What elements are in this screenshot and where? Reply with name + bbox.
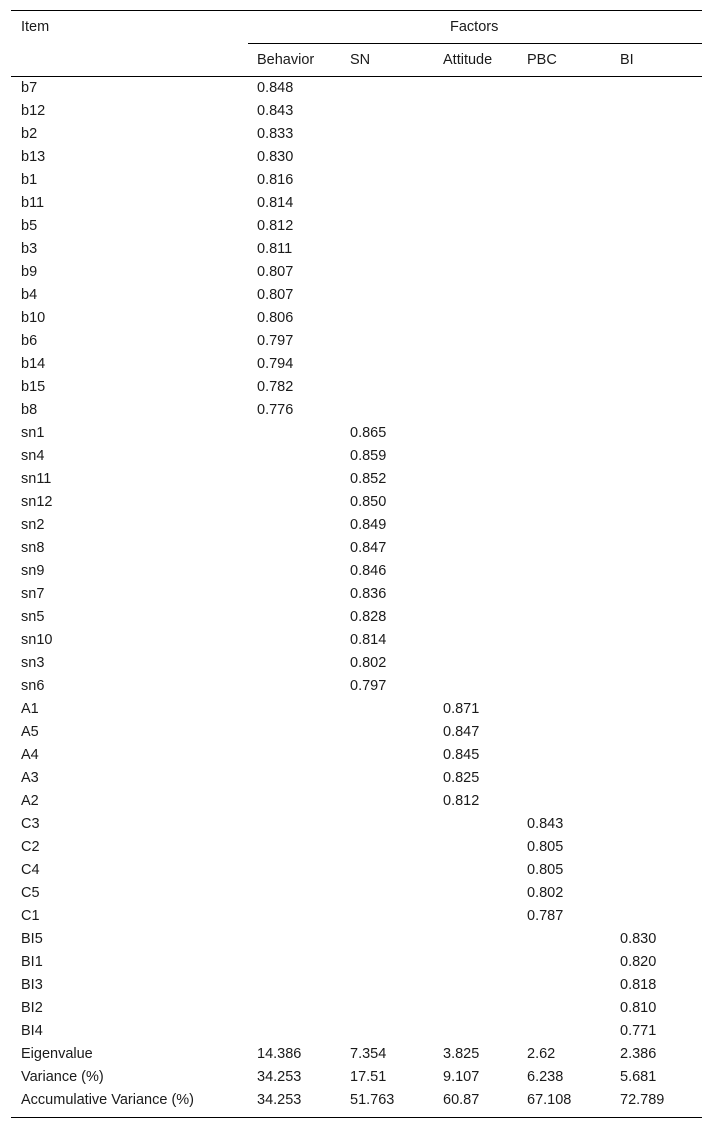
value-cell: 0.802 [350, 655, 387, 671]
value-cell: 67.108 [527, 1092, 572, 1108]
table-row [0, 606, 714, 629]
value-cell: 0.843 [527, 816, 564, 832]
value-cell: 0.871 [443, 701, 480, 717]
item-cell: A4 [21, 747, 39, 763]
value-cell: 0.805 [527, 862, 564, 878]
table-row [0, 928, 714, 951]
table-row [0, 261, 714, 284]
value-cell: 72.789 [620, 1092, 665, 1108]
table-row [0, 698, 714, 721]
item-cell: sn6 [21, 678, 45, 694]
item-cell: sn10 [21, 632, 53, 648]
item-cell: sn5 [21, 609, 45, 625]
item-cell: b2 [21, 126, 38, 142]
column-header-sn: SN [350, 52, 371, 68]
item-cell: b3 [21, 241, 38, 257]
item-cell: sn9 [21, 563, 45, 579]
value-cell: 5.681 [620, 1069, 657, 1085]
item-cell: BI2 [21, 1000, 43, 1016]
item-cell: A5 [21, 724, 39, 740]
table-row [0, 215, 714, 238]
value-cell: 34.253 [257, 1092, 302, 1108]
table-row [0, 307, 714, 330]
table-row [0, 997, 714, 1020]
value-cell: 0.847 [443, 724, 480, 740]
item-cell: sn3 [21, 655, 45, 671]
table-row [0, 951, 714, 974]
item-cell: sn7 [21, 586, 45, 602]
item-cell: C5 [21, 885, 40, 901]
table-row [0, 445, 714, 468]
item-cell: b11 [21, 195, 45, 211]
item-cell: sn4 [21, 448, 45, 464]
value-cell: 0.859 [350, 448, 387, 464]
table-row [0, 836, 714, 859]
table-row [0, 353, 714, 376]
value-cell: 6.238 [527, 1069, 564, 1085]
item-cell: b1 [21, 172, 38, 188]
table-row [0, 583, 714, 606]
value-cell: 0.848 [257, 80, 294, 96]
value-cell: 0.847 [350, 540, 387, 556]
item-header: Item [21, 19, 50, 35]
table-row [0, 652, 714, 675]
value-cell: 0.782 [257, 379, 294, 395]
factors-header: Factors [450, 19, 499, 35]
value-cell: 0.797 [257, 333, 294, 349]
item-cell: b10 [21, 310, 46, 326]
value-cell: 14.386 [257, 1046, 302, 1062]
column-header-behavior: Behavior [257, 52, 315, 68]
item-cell: C4 [21, 862, 40, 878]
table-row [0, 146, 714, 169]
table-row [0, 468, 714, 491]
value-cell: 0.816 [257, 172, 294, 188]
item-cell: sn12 [21, 494, 53, 510]
table-row [0, 813, 714, 836]
table-row [0, 238, 714, 261]
value-cell: 0.830 [257, 149, 294, 165]
value-cell: 0.797 [350, 678, 387, 694]
value-cell: 34.253 [257, 1069, 302, 1085]
item-cell: b7 [21, 80, 38, 96]
table-row [0, 675, 714, 698]
table-row [0, 422, 714, 445]
item-cell: A3 [21, 770, 39, 786]
table-row [0, 629, 714, 652]
item-cell: b13 [21, 149, 46, 165]
table-row [0, 514, 714, 537]
value-cell: 0.820 [620, 954, 657, 970]
value-cell: 0.818 [620, 977, 657, 993]
value-cell: 60.87 [443, 1092, 480, 1108]
item-cell: b6 [21, 333, 38, 349]
value-cell: 0.794 [257, 356, 294, 372]
table-row [0, 1066, 714, 1089]
value-cell: 0.845 [443, 747, 480, 763]
value-cell: 51.763 [350, 1092, 395, 1108]
item-cell: b5 [21, 218, 38, 234]
value-cell: 0.805 [527, 839, 564, 855]
value-cell: 2.62 [527, 1046, 556, 1062]
item-cell: b14 [21, 356, 46, 372]
item-cell: sn8 [21, 540, 45, 556]
column-header-attitude: Attitude [443, 52, 493, 68]
item-cell: BI4 [21, 1023, 43, 1039]
value-cell: 0.843 [257, 103, 294, 119]
value-cell: 0.814 [350, 632, 387, 648]
table-row [0, 767, 714, 790]
item-cell: Eigenvalue [21, 1046, 93, 1062]
value-cell: 0.828 [350, 609, 387, 625]
item-cell: Accumulative Variance (%) [21, 1092, 194, 1108]
value-cell: 0.852 [350, 471, 387, 487]
table-row [0, 905, 714, 928]
table-row [0, 974, 714, 997]
value-cell: 0.787 [527, 908, 564, 924]
item-cell: C2 [21, 839, 40, 855]
table-row [0, 537, 714, 560]
table-row [0, 169, 714, 192]
value-cell: 0.776 [257, 402, 294, 418]
item-cell: sn2 [21, 517, 45, 533]
value-cell: 0.807 [257, 264, 294, 280]
value-cell: 0.802 [527, 885, 564, 901]
table-row [0, 100, 714, 123]
value-cell: 2.386 [620, 1046, 657, 1062]
item-cell: sn11 [21, 471, 52, 487]
table-row [0, 882, 714, 905]
table-row [0, 123, 714, 146]
item-cell: BI5 [21, 931, 43, 947]
value-cell: 0.806 [257, 310, 294, 326]
item-cell: C1 [21, 908, 40, 924]
column-header-pbc: PBC [527, 52, 557, 68]
item-cell: BI3 [21, 977, 43, 993]
table-row [0, 1089, 714, 1112]
table-row [0, 192, 714, 215]
table-row [0, 560, 714, 583]
item-cell: A1 [21, 701, 39, 717]
value-cell: 0.825 [443, 770, 480, 786]
column-header-bi: BI [620, 52, 634, 68]
item-cell: sn1 [21, 425, 45, 441]
value-cell: 7.354 [350, 1046, 387, 1062]
value-cell: 3.825 [443, 1046, 480, 1062]
item-cell: C3 [21, 816, 40, 832]
table-row [0, 859, 714, 882]
table-row [0, 491, 714, 514]
value-cell: 0.836 [350, 586, 387, 602]
value-cell: 0.771 [620, 1023, 657, 1039]
table-row [0, 77, 714, 100]
value-cell: 0.833 [257, 126, 294, 142]
table-row [0, 284, 714, 307]
item-cell: b12 [21, 103, 46, 119]
value-cell: 9.107 [443, 1069, 480, 1085]
item-cell: b8 [21, 402, 38, 418]
table-row [0, 1043, 714, 1066]
table-row [0, 376, 714, 399]
value-cell: 0.865 [350, 425, 387, 441]
value-cell: 0.814 [257, 195, 294, 211]
value-cell: 0.850 [350, 494, 387, 510]
value-cell: 0.812 [443, 793, 480, 809]
value-cell: 0.830 [620, 931, 657, 947]
value-cell: 17.51 [350, 1069, 387, 1085]
item-cell: BI1 [21, 954, 43, 970]
table-row [0, 1020, 714, 1043]
table-row [0, 721, 714, 744]
item-cell: Variance (%) [21, 1069, 104, 1085]
value-cell: 0.849 [350, 517, 387, 533]
value-cell: 0.846 [350, 563, 387, 579]
table-row [0, 330, 714, 353]
value-cell: 0.810 [620, 1000, 657, 1016]
table-row [0, 790, 714, 813]
table-row [0, 399, 714, 422]
value-cell: 0.812 [257, 218, 294, 234]
factors-rule [248, 43, 702, 44]
value-cell: 0.811 [257, 241, 293, 257]
value-cell: 0.807 [257, 287, 294, 303]
item-cell: b9 [21, 264, 38, 280]
item-cell: A2 [21, 793, 39, 809]
top-rule [11, 10, 702, 11]
table-row [0, 744, 714, 767]
bottom-rule [11, 1117, 702, 1118]
item-cell: b4 [21, 287, 38, 303]
item-cell: b15 [21, 379, 46, 395]
